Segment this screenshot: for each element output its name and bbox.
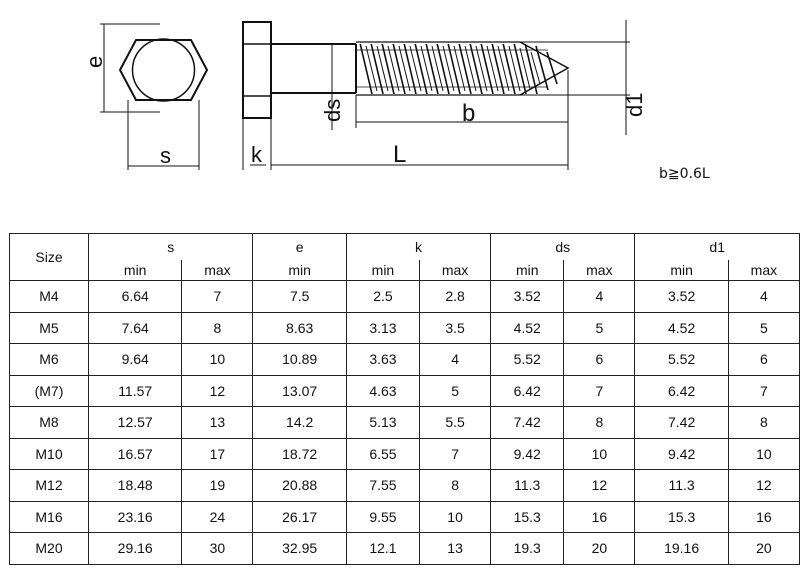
cell-d1-min: 7.42 (635, 407, 728, 439)
cell-k-min: 6.55 (346, 438, 419, 470)
cell-size: M6 (10, 344, 89, 376)
subheader-k-max: max (420, 260, 491, 281)
cell-ds-min: 3.52 (491, 281, 564, 313)
cell-s-max: 10 (182, 344, 253, 376)
cell-d1-max: 8 (728, 407, 799, 439)
table-row (10, 501, 800, 533)
cell-s-max: 17 (182, 438, 253, 470)
subheader-e-min: min (253, 260, 346, 281)
cell-d1-min: 4.52 (635, 312, 728, 344)
cell-size: M10 (10, 438, 89, 470)
cell-ds-min: 15.3 (491, 501, 564, 533)
cell-k-max: 2.8 (420, 281, 491, 313)
cell-k-max: 4 (420, 344, 491, 376)
table-row (10, 407, 800, 439)
cell-size: M16 (10, 501, 89, 533)
screw-side-view (243, 22, 568, 118)
cell-e-min: 26.17 (253, 501, 346, 533)
cell-k-min: 5.13 (346, 407, 419, 439)
cell-d1-min: 6.42 (635, 375, 728, 407)
label-L: L (393, 141, 407, 168)
cell-d1-max: 4 (728, 281, 799, 313)
cell-k-min: 12.1 (346, 533, 419, 565)
cell-d1-max: 16 (728, 501, 799, 533)
table-row (10, 344, 800, 376)
cell-ds-min: 5.52 (491, 344, 564, 376)
cell-size: M20 (10, 533, 89, 565)
cell-s-max: 13 (182, 407, 253, 439)
cell-e-min: 13.07 (253, 375, 346, 407)
cell-ds-max: 4 (564, 281, 635, 313)
header-k: k (346, 234, 490, 261)
subheader-d1-max: max (728, 260, 799, 281)
cell-s-min: 18.48 (89, 470, 182, 502)
header-size: Size (10, 234, 89, 281)
cell-k-max: 7 (420, 438, 491, 470)
cell-e-min: 20.88 (253, 470, 346, 502)
subheader-ds-min: min (491, 260, 564, 281)
header-ds: ds (491, 234, 635, 261)
cell-k-min: 3.63 (346, 344, 419, 376)
label-d1: d1 (622, 92, 647, 117)
cell-ds-max: 16 (564, 501, 635, 533)
subheader-d1-min: min (635, 260, 728, 281)
cell-k-max: 5.5 (420, 407, 491, 439)
cell-s-max: 12 (182, 375, 253, 407)
subheader-s-min: min (89, 260, 182, 281)
cell-k-max: 8 (420, 470, 491, 502)
cell-size: M4 (10, 281, 89, 313)
cell-k-max: 10 (420, 501, 491, 533)
table-row (10, 281, 800, 313)
cell-ds-max: 8 (564, 407, 635, 439)
cell-s-max: 19 (182, 470, 253, 502)
cell-k-max: 3.5 (420, 312, 491, 344)
label-k: k (251, 142, 262, 167)
cell-e-min: 8.63 (253, 312, 346, 344)
cell-k-min: 7.55 (346, 470, 419, 502)
cell-d1-max: 7 (728, 375, 799, 407)
subheader-k-min: min (346, 260, 419, 281)
cell-d1-max: 12 (728, 470, 799, 502)
header-e: e (253, 234, 346, 261)
cell-s-min: 11.57 (89, 375, 182, 407)
label-ds: ds (320, 98, 345, 122)
cell-d1-min: 3.52 (635, 281, 728, 313)
cell-d1-max: 20 (728, 533, 799, 565)
cell-s-min: 12.57 (89, 407, 182, 439)
cell-size: (M7) (10, 375, 89, 407)
cell-s-min: 6.64 (89, 281, 182, 313)
header-s: s (89, 234, 253, 261)
cell-e-min: 7.5 (253, 281, 346, 313)
cell-ds-max: 6 (564, 344, 635, 376)
cell-k-min: 4.63 (346, 375, 419, 407)
table-row (10, 533, 800, 565)
cell-d1-max: 5 (728, 312, 799, 344)
lag-screw-technical-drawing (0, 0, 808, 220)
table-body (10, 281, 800, 565)
cell-ds-max: 12 (564, 470, 635, 502)
cell-d1-max: 6 (728, 344, 799, 376)
cell-d1-max: 10 (728, 438, 799, 470)
cell-ds-min: 4.52 (491, 312, 564, 344)
cell-ds-min: 7.42 (491, 407, 564, 439)
cell-k-min: 2.5 (346, 281, 419, 313)
cell-s-max: 7 (182, 281, 253, 313)
cell-s-min: 7.64 (89, 312, 182, 344)
header-d1: d1 (635, 234, 800, 261)
cell-e-min: 14.2 (253, 407, 346, 439)
cell-s-max: 24 (182, 501, 253, 533)
cell-s-min: 23.16 (89, 501, 182, 533)
cell-e-min: 10.89 (253, 344, 346, 376)
cell-d1-min: 9.42 (635, 438, 728, 470)
cell-e-min: 32.95 (253, 533, 346, 565)
subheader-ds-max: max (564, 260, 635, 281)
thread-length-note: b≧0.6L (659, 166, 710, 182)
cell-d1-min: 11.3 (635, 470, 728, 502)
dimensions-table (9, 233, 800, 565)
cell-s-max: 30 (182, 533, 253, 565)
hex-head-end-view (100, 24, 207, 170)
label-s: s (160, 143, 171, 168)
subheader-s-max: max (182, 260, 253, 281)
table-subheader-row (10, 260, 800, 281)
cell-s-min: 29.16 (89, 533, 182, 565)
label-b: b (462, 100, 476, 127)
cell-d1-min: 5.52 (635, 344, 728, 376)
cell-k-min: 9.55 (346, 501, 419, 533)
cell-ds-max: 10 (564, 438, 635, 470)
cell-d1-min: 15.3 (635, 501, 728, 533)
cell-ds-min: 19.3 (491, 533, 564, 565)
cell-ds-min: 9.42 (491, 438, 564, 470)
table-row (10, 312, 800, 344)
cell-ds-max: 7 (564, 375, 635, 407)
cell-k-min: 3.13 (346, 312, 419, 344)
cell-ds-max: 20 (564, 533, 635, 565)
cell-d1-min: 19.16 (635, 533, 728, 565)
cell-ds-min: 6.42 (491, 375, 564, 407)
label-e: e (82, 55, 107, 68)
table-row (10, 470, 800, 502)
cell-s-min: 9.64 (89, 344, 182, 376)
cell-ds-min: 11.3 (491, 470, 564, 502)
cell-e-min: 18.72 (253, 438, 346, 470)
cell-ds-max: 5 (564, 312, 635, 344)
cell-s-max: 8 (182, 312, 253, 344)
cell-size: M12 (10, 470, 89, 502)
cell-k-max: 13 (420, 533, 491, 565)
table-header-row (10, 234, 800, 261)
cell-size: M8 (10, 407, 89, 439)
cell-k-max: 5 (420, 375, 491, 407)
table-row (10, 438, 800, 470)
cell-size: M5 (10, 312, 89, 344)
cell-s-min: 16.57 (89, 438, 182, 470)
table-row (10, 375, 800, 407)
